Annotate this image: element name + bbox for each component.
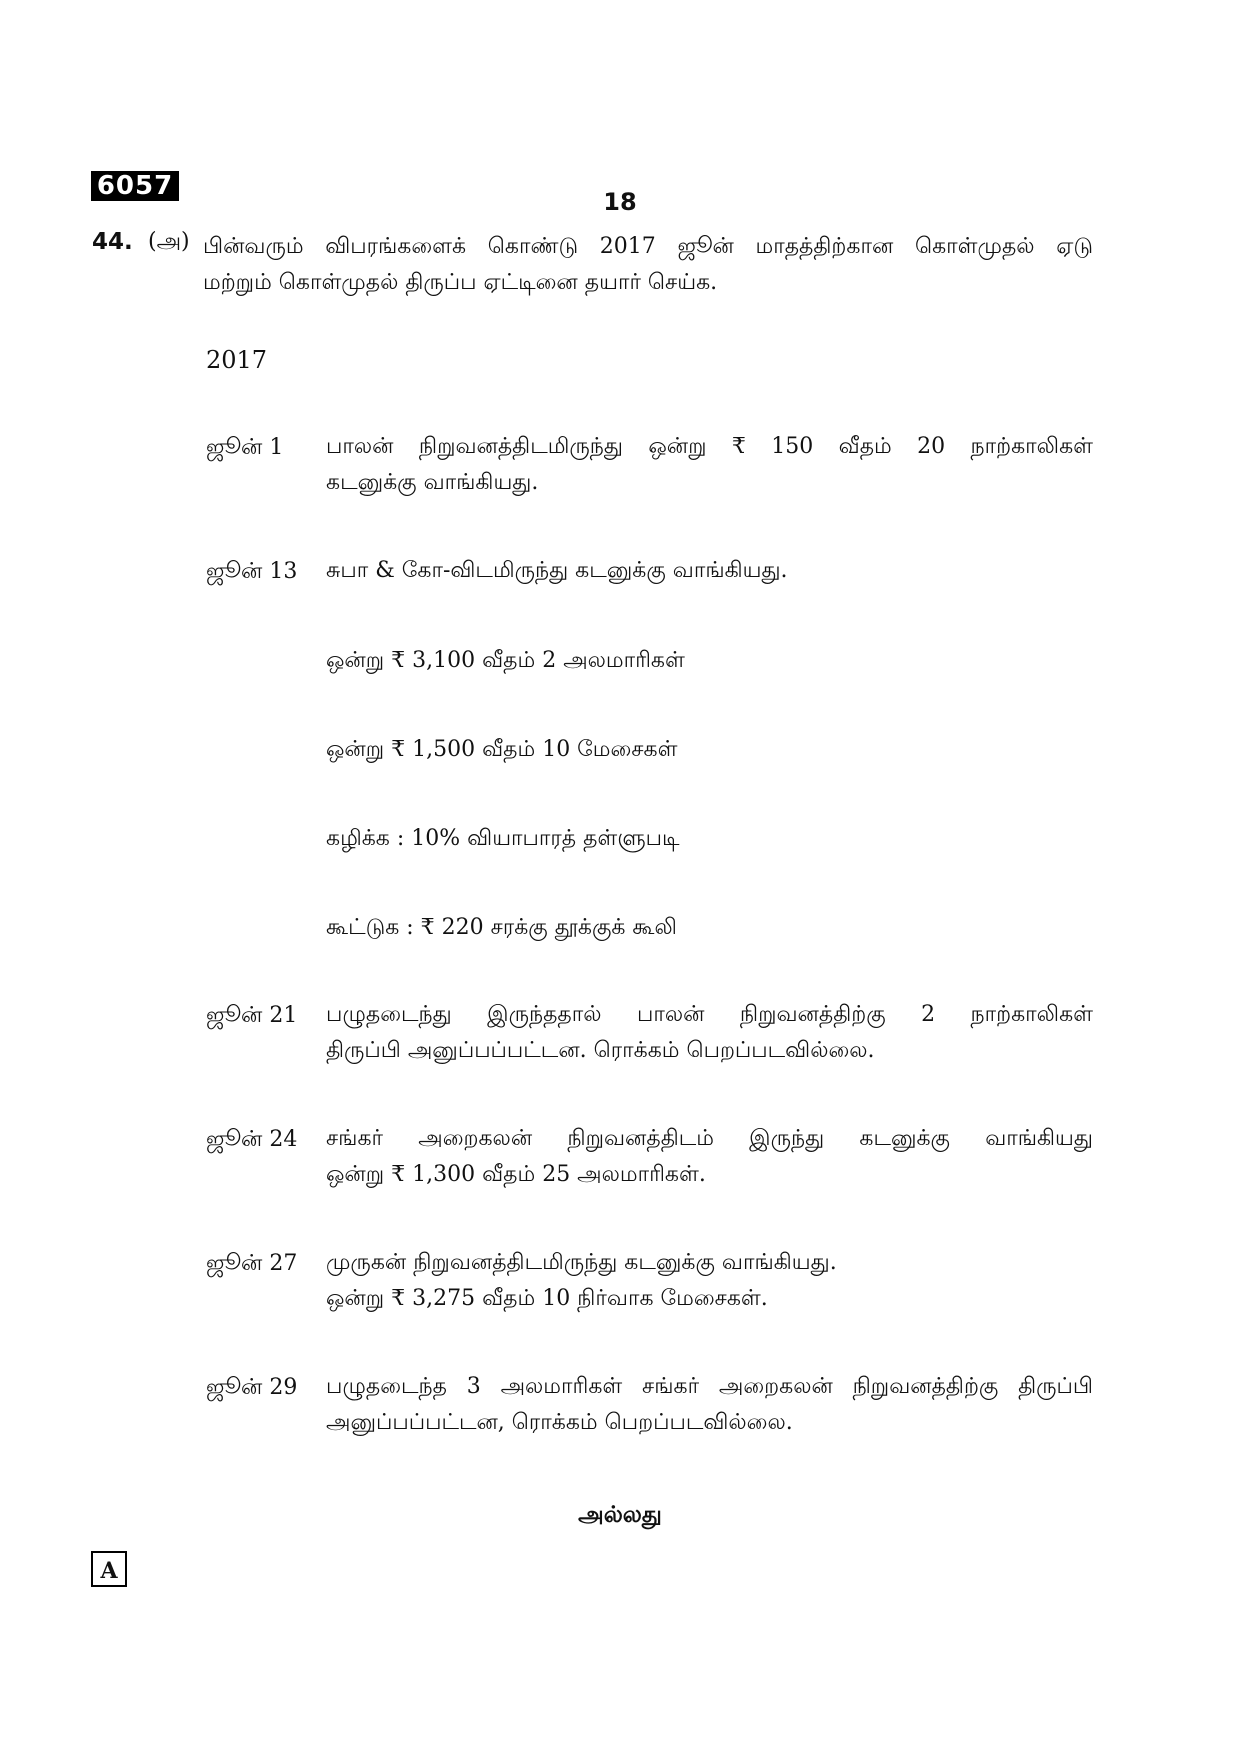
entry-date: ஜூன் 1	[206, 435, 284, 460]
entry-sub-item: கழிக்க : 10% வியாபாரத் தள்ளுபடி	[326, 826, 680, 851]
question-line-2: மற்றும் கொள்முதல் திருப்ப ஏட்டினை தயார் செய்க.	[203, 270, 718, 295]
or-separator: அல்லது	[578, 1502, 662, 1528]
entry-line: ஒன்று ₹ 1,300 வீதம் 25 அலமாரிகள்.	[326, 1162, 706, 1187]
entry-line: பாலன் நிறுவனத்திடமிருந்து ஒன்று ₹ 150 வீதம் 20 நாற்காலிகள்	[326, 434, 1093, 459]
question-text	[203, 229, 1093, 301]
entry-sub-item: ஒன்று ₹ 3,100 வீதம் 2 அலமாரிகள்	[326, 648, 685, 673]
entry-line: கடனுக்கு வாங்கியது.	[326, 470, 539, 495]
entry-date: ஜூன் 27	[206, 1251, 298, 1276]
question-part: (அ)	[148, 229, 190, 254]
entry-description	[326, 429, 1093, 501]
entry-description	[326, 1245, 1093, 1317]
entry-description	[326, 1121, 1093, 1193]
entry-sub-item: கூட்டுக : ₹ 220 சரக்கு தூக்குக் கூலி	[326, 915, 677, 940]
entry-line: பழுதடைந்து இருந்ததால் பாலன் நிறுவனத்திற்கு 2 நாற்காலிகள்	[326, 1002, 1093, 1027]
page-number: 18	[603, 188, 637, 216]
entry-date: ஜூன் 13	[206, 559, 298, 584]
entry-description	[326, 1369, 1093, 1441]
entry-line: முருகன் நிறுவனத்திடமிருந்து கடனுக்கு வாங்கியது.	[326, 1250, 837, 1275]
year-label: 2017	[206, 346, 268, 374]
entry-line: சுபா & கோ-விடமிருந்து கடனுக்கு வாங்கியது.	[326, 558, 788, 583]
entry-description	[326, 997, 1093, 1069]
paper-code-badge: 6057	[91, 171, 179, 201]
entry-line: ஒன்று ₹ 3,275 வீதம் 10 நிர்வாக மேசைகள்.	[326, 1286, 768, 1311]
entry-line: அனுப்பப்பட்டன, ரொக்கம் பெறப்படவில்லை.	[326, 1410, 793, 1435]
entry-sub-item: ஒன்று ₹ 1,500 வீதம் 10 மேசைகள்	[326, 737, 678, 762]
question-line-1: பின்வரும் விபரங்களைக் கொண்டு 2017 ஜூன் மாதத்திற்கான கொள்முதல் ஏடு	[203, 234, 1093, 259]
entry-date: ஜூன் 29	[206, 1375, 298, 1400]
entry-date: ஜூன் 21	[206, 1003, 298, 1028]
entry-description	[326, 553, 1093, 589]
series-mark-box: A	[91, 1551, 127, 1587]
entry-line: திருப்பி அனுப்பப்பட்டன. ரொக்கம் பெறப்படவில்லை.	[326, 1038, 875, 1063]
entry-date: ஜூன் 24	[206, 1127, 298, 1152]
entry-line: பழுதடைந்த 3 அலமாரிகள் சங்கர் அறைகலன் நிறுவனத்திற்கு திருப்பி	[326, 1374, 1093, 1399]
question-number: 44.	[92, 229, 133, 255]
entry-line: சங்கர் அறைகலன் நிறுவனத்திடம் இருந்து கடனுக்கு வாங்கியது	[326, 1126, 1093, 1151]
